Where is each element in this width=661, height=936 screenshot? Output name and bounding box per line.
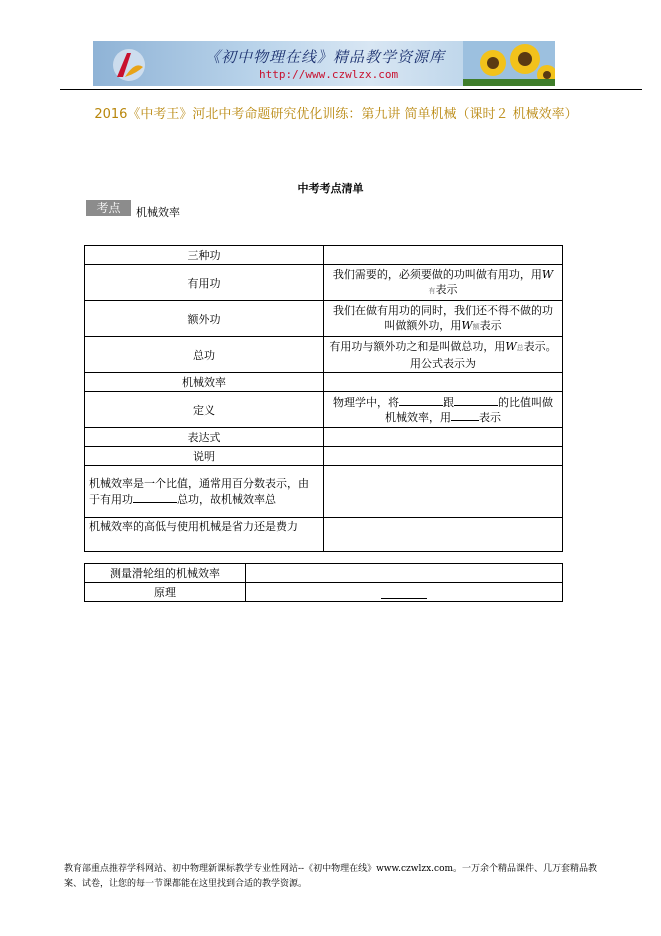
page-footer: 教育部重点推荐学科网站、初中物理新课标教学专业性网站--《初中物理在线》www.czwlzx.com。一万余个精品课件、几万套精品教案、试卷，让您的每一节课都能在这里找到合适的教学资源。 xyxy=(64,864,598,889)
w-symbol: W xyxy=(461,318,473,332)
table-row xyxy=(85,518,563,552)
table-row xyxy=(85,564,563,583)
sunflower-icon xyxy=(463,41,555,86)
cell-empty xyxy=(324,466,563,518)
w-subscript: 总 xyxy=(516,343,524,352)
fill-blank[interactable] xyxy=(451,410,479,421)
fill-blank[interactable] xyxy=(133,492,177,503)
cell-empty xyxy=(324,373,563,392)
table-row xyxy=(85,583,563,602)
cell-extra-work: 额外功 xyxy=(85,301,324,337)
w-symbol: W xyxy=(505,339,517,353)
cell-empty xyxy=(324,428,563,447)
extra-desc-b: 表示 xyxy=(479,318,502,332)
cell-explain-1 xyxy=(85,466,324,518)
table-row xyxy=(85,301,563,337)
efficiency-table xyxy=(84,245,563,552)
table-row xyxy=(85,428,563,447)
explain-text-b: 总功，故机械效率总 xyxy=(177,492,276,506)
cell-empty xyxy=(324,246,563,265)
header-rule xyxy=(60,89,642,90)
def-text-a: 物理学中，将 xyxy=(333,395,399,409)
page-title: 2016《中考王》河北中考命题研究优化训练：第九讲 简单机械（课时２ 机械效率） xyxy=(94,107,578,122)
def-text-b: 跟 xyxy=(443,395,454,409)
def-text-d: 表示 xyxy=(479,410,501,424)
banner-url: http://www.czwlzx.com xyxy=(259,68,399,81)
cell-definition-desc xyxy=(324,392,563,428)
explain-text-a: 机械效率是一个比值，通常用百分数表示，由于有用功 xyxy=(89,476,309,506)
fill-blank[interactable] xyxy=(399,395,443,406)
cell-explain: 说明 xyxy=(85,447,324,466)
cell-explain-2: 机械效率的高低与使用机械是省力还是费力 xyxy=(85,518,324,552)
cell-extra-desc xyxy=(324,301,563,337)
banner-title: 《初中物理在线》精品教学资源库 xyxy=(205,48,446,66)
cell-useful-work: 有用功 xyxy=(85,265,324,301)
pulley-table xyxy=(84,563,563,602)
cell-three-work: 三种功 xyxy=(85,246,324,265)
extra-desc-a: 我们在做有用功的同时，我们还不得不做的功叫做额外功，用 xyxy=(333,303,553,332)
w-subscript: 额 xyxy=(472,322,480,331)
cell-efficiency: 机械效率 xyxy=(85,373,324,392)
cell-total-desc xyxy=(324,337,563,373)
table-row xyxy=(85,447,563,466)
w-symbol: W xyxy=(541,267,554,281)
table-row xyxy=(85,466,563,518)
kaodian-tag: 考点 xyxy=(86,200,131,216)
table-row xyxy=(85,265,563,301)
cell-total-work: 总功 xyxy=(85,337,324,373)
fill-blank[interactable] xyxy=(454,395,498,406)
w-subscript: 有 xyxy=(428,286,436,295)
table-row xyxy=(85,392,563,428)
cell-measure: 测量滑轮组的机械效率 xyxy=(85,564,246,583)
cell-empty xyxy=(324,518,563,552)
cell-expression: 表达式 xyxy=(85,428,324,447)
section-subtitle: 中考考点清单 xyxy=(297,182,364,195)
table-row xyxy=(85,373,563,392)
cell-useful-desc xyxy=(324,265,563,301)
answer-underline xyxy=(381,598,427,599)
total-desc-a: 有用功与额外功之和是叫做总功，用 xyxy=(329,339,506,353)
logo-icon xyxy=(109,47,149,83)
useful-desc-a: 我们需要的，必须要做的功叫做有用功，用 xyxy=(332,267,542,281)
table-row xyxy=(85,337,563,373)
cell-empty xyxy=(246,564,563,583)
cell-definition: 定义 xyxy=(85,392,324,428)
cell-empty xyxy=(324,447,563,466)
table-row xyxy=(85,246,563,265)
useful-desc-b: 表示 xyxy=(435,282,458,296)
cell-principle: 原理 xyxy=(85,583,246,602)
kaodian-label: 机械效率 xyxy=(136,206,180,219)
def-text-c: 的比值叫做机械效率，用 xyxy=(385,395,553,424)
total-desc-b: 表示。用公式表示为 xyxy=(410,339,557,370)
header-banner xyxy=(93,41,555,86)
